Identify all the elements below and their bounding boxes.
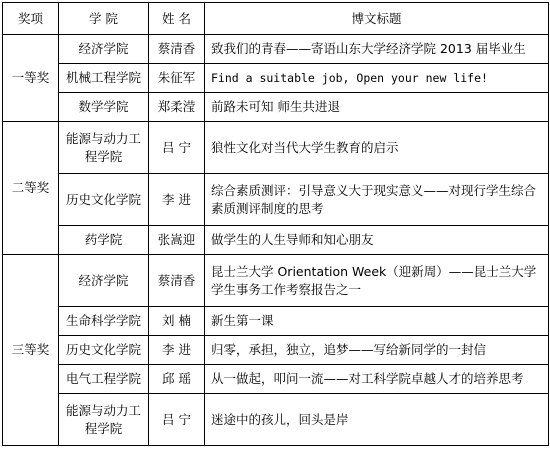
title-cell: 做学生的人生导师和知心朋友 [205, 226, 549, 255]
title-cell: 狼性文化对当代大学生教育的启示 [205, 122, 549, 174]
name-cell: 吕 宁 [149, 394, 205, 446]
name-cell: 李 进 [149, 336, 205, 365]
header-award: 奖项 [3, 3, 59, 35]
table-row [3, 307, 549, 336]
title-cell: 从一做起，叩问一流——对工科学院卓越人才的培养思考 [205, 365, 549, 394]
header-name: 姓 名 [149, 3, 205, 35]
name-cell: 吕 宁 [149, 122, 205, 174]
header-title: 博文标题 [205, 3, 549, 35]
award-cell-second: 二等奖 [3, 122, 59, 255]
name-cell: 张嵩迎 [149, 226, 205, 255]
table-row [3, 64, 549, 93]
table-row [3, 93, 549, 122]
table-row [3, 394, 549, 446]
college-cell: 药学院 [59, 226, 149, 255]
header-college: 学 院 [59, 3, 149, 35]
table-row [3, 226, 549, 255]
college-cell: 生命科学学院 [59, 307, 149, 336]
college-cell: 数学学院 [59, 93, 149, 122]
award-cell-first: 一等奖 [3, 35, 59, 122]
award-cell-third: 三等奖 [3, 255, 59, 446]
name-cell: 邱 瑶 [149, 365, 205, 394]
title-cell: 前路未可知 师生共进退 [205, 93, 549, 122]
college-cell: 机械工程学院 [59, 64, 149, 93]
table-row [3, 174, 549, 226]
header-row [3, 3, 549, 35]
table-row [3, 336, 549, 365]
title-cell: Find a suitable job, Open your new life! [205, 64, 549, 93]
name-cell: 蔡清香 [149, 255, 205, 307]
table-row [3, 255, 549, 307]
name-cell: 李 进 [149, 174, 205, 226]
name-cell: 朱征军 [149, 64, 205, 93]
name-cell: 郑柔滢 [149, 93, 205, 122]
title-cell: 迷途中的孩儿，回头是岸 [205, 394, 549, 446]
college-cell: 经济学院 [59, 35, 149, 64]
awards-table [2, 2, 549, 446]
table-row [3, 365, 549, 394]
college-cell: 能源与动力工程学院 [59, 394, 149, 446]
title-cell: 昆士兰大学 Orientation Week（迎新周）——昆士兰大学学生事务工作考察报告之一 [205, 255, 549, 307]
college-cell: 历史文化学院 [59, 336, 149, 365]
college-cell: 历史文化学院 [59, 174, 149, 226]
title-cell: 新生第一课 [205, 307, 549, 336]
table-row [3, 122, 549, 174]
title-cell: 致我们的青春——寄语山东大学经济学院 2013 届毕业生 [205, 35, 549, 64]
college-cell: 电气工程学院 [59, 365, 149, 394]
college-cell: 能源与动力工程学院 [59, 122, 149, 174]
name-cell: 蔡清香 [149, 35, 205, 64]
title-cell: 综合素质测评：引导意义大于现实意义——对现行学生综合素质测评制度的思考 [205, 174, 549, 226]
name-cell: 刘 楠 [149, 307, 205, 336]
table-row [3, 35, 549, 64]
title-cell: 归零，承担，独立，追梦——写给新同学的一封信 [205, 336, 549, 365]
college-cell: 经济学院 [59, 255, 149, 307]
